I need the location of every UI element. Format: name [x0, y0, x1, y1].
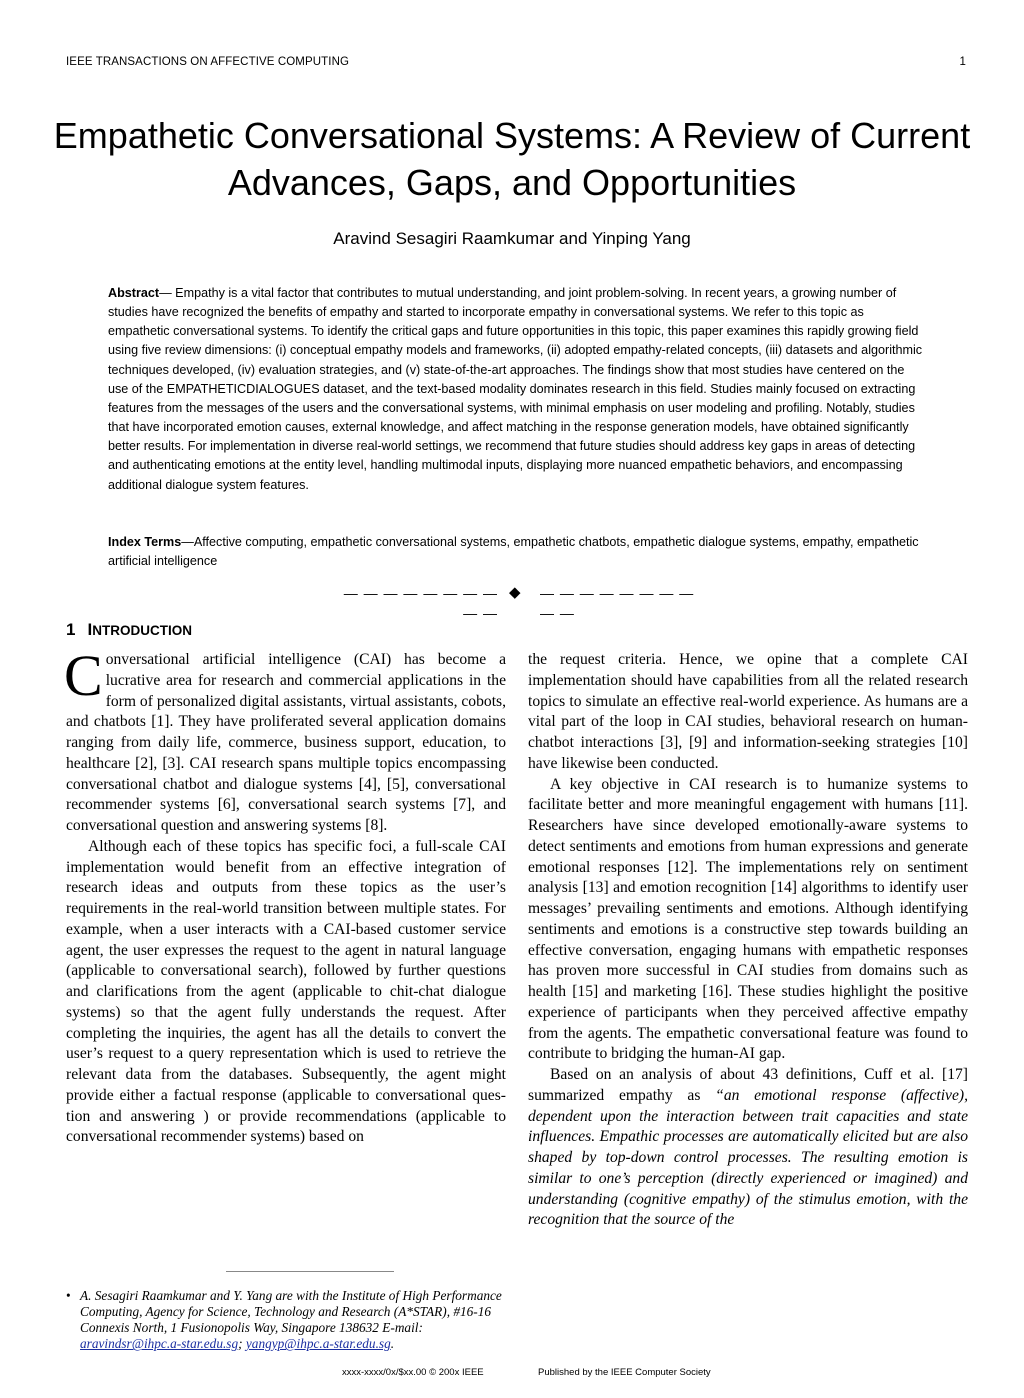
- paragraph-text: Based on an analysis of about 43 definitions, Cuff et al. [17] summarized empathy as: [528, 1066, 968, 1104]
- email-link-1[interactable]: aravindsr@ihpc.a-star.edu.sg: [80, 1336, 239, 1352]
- footnote-end: .: [390, 1336, 395, 1352]
- publisher-notice: Published by the IEEE Computer Society: [538, 1367, 711, 1378]
- left-column: [64, 643, 506, 1148]
- journal-name: IEEE TRANSACTIONS ON AFFECTIVE COMPUTING: [66, 56, 350, 68]
- paragraph-text: onversational artificial intelligence (CAI) has become a lucrative area for research and commercial applications in the form of personalized digital assistants, virtual assistants, cobots, and chatbots [1]. They have proliferated several application domains ranging from daily life, commerce, business support, education, to healthcare [2], [3]. CAI research spans multiple topics encompassing conversational chatbot and dialogue systems [4], [5], conversational recommender systems [6], conversational search systems [7], and conversational question and answering systems [8].: [66, 651, 506, 834]
- body-paragraph: [64, 643, 506, 837]
- section-heading: [66, 620, 192, 640]
- footnote-separator: ;: [238, 1336, 246, 1352]
- index-terms-label: Index Terms: [108, 535, 182, 549]
- separator-dashes-right: — — — — — — — — — —: [540, 585, 695, 621]
- empathy-definition-quote: “an emotional response (affective), dependent upon the interaction between trait capacities and state influences. Empathic processes are automatically elicited but are also shaped by top-down control processes. The resulting emotion is similar to one’s perception (directly experienced or imagined) and understanding (cognitive empathy) of the stimulus emotion, with the recognition that the source of the: [528, 1086, 968, 1229]
- body-paragraph: Although each of these topics has specific foci, a full-scale CAI implementation would benefit from an effective integration of research ideas and outputs from these topics as the user’s requirements in the real-world transition between multiple states. For example, when a user interacts with a CAI-based customer service agent, the user expresses the request to the agent in natural language (applicable to conversational search), followed by further questions and clarifications from the agent (applicable to chit-chat dialogue systems) so that the agent fully understands the request. After completing the inquiries, the agent has all the details to convert the user’s request to a query representation which is used to retrieve the relevant data from the databases. Subsequently, the agent might provide either a factual response (applicable to conversational question and answering ) or provide recommendations (applicable to conversational recommender systems) based on: [66, 837, 506, 1146]
- section-title-initial: I: [87, 620, 93, 639]
- drop-cap: C: [64, 643, 103, 708]
- body-paragraph: A key objective in CAI research is to humanize systems to facilitate better and more meaningful engagement with humans [11]. Researchers have since developed emotionally-aware systems to detect sentiments and emotions from human expressions and generate emotional responses [12]. The implementations rely on sentiment analysis [13] and emotion recognition [14] algorithms to identify user messages’ prevailing sentiments and emotions. Although identifying sentiments and emotions is a constructive step towards building an effective conversation, engaging humans with empathetic responses has proven more successful in CAI studies from domains such as health [15] and marketing [16]. These studies highlight the positive experience of participants when they perceived affective empathy from the agents. The empathetic conversational feature was found to contribute to bridging the human-AI gap.: [528, 775, 968, 1063]
- section-title-rest: NTRODUCTION: [92, 623, 192, 638]
- paper-title: Empathetic Conversational Systems: A Review of Current Advances, Gaps, and Opportunities: [53, 115, 971, 203]
- body-paragraph: the request criteria. Hence, we opine that a complete CAI implementation should have capabilities from all the related research topics to simulate an effective real-world experience. As humans are a vital part of the loop in CAI studies, behavioral research on human-chatbot interactions [3], [9] and information-seeking strategies [10] have likewise been conducted.: [528, 651, 968, 772]
- footnote-text: A. Sesagiri Raamkumar and Y. Yang are with the Institute of High Performance Computing, Agency for Science, Technology and Research (A*STAR), #16-16 Connexis North, 1 Fusionopolis Way, Singapore 138632 E-mail:: [80, 1288, 502, 1336]
- body-paragraph: [528, 1065, 968, 1231]
- abstract: [108, 284, 926, 495]
- copyright-notice: xxxx-xxxx/0x/$xx.00 © 200x IEEE: [342, 1367, 484, 1378]
- abstract-label: Abstract: [108, 286, 160, 300]
- author-affiliation-footnote: [66, 1288, 512, 1352]
- index-terms-text: —Affective computing, empathetic conversational systems, empathetic chatbots, empathetic dialogue systems, empathy, empathetic artificial intelligence: [108, 535, 919, 569]
- abstract-text: — Empathy is a vital factor that contributes to mutual understanding, and joint problem-solving. In recent years, a growing number of studies have recognized the benefits of empathy and started to incorporate empathy in conversational systems. We refer to this topic as empathetic conversational systems. To identify the critical gaps and future opportunities in this topic, this paper examines this rapidly growing field using five review dimensions: (i) conceptual empathy models and frameworks, (ii) adopted empathy-related concepts, (iii) datasets and algorithmic techniques developed, (iv) evaluation strategies, and (v) state-of-the-art approaches. The findings show that most studies have centered on the use of the EMPATHETICDIALOGUES dataset, and the text-based modality dominates research in this field. Studies mainly focused on extracting features from the messages of the users and the conversational systems, with minimal emphasis on user modeling and profiling. Notably, studies that have incorporated emotion causes, external knowledge, and affect matching in the response generation models, have obtained significantly better results. For implementation in diverse real-world settings, we recommend that future studies should address key gaps in areas of detecting and authenticating emotions at the entity level, handling multimodal inputs, displaying more nuanced empathetic behaviors, and encompassing additional dialogue system features.: [108, 286, 923, 492]
- section-separator: [0, 583, 1024, 621]
- email-link-2[interactable]: yangyp@ihpc.a-star.edu.sg: [245, 1336, 391, 1352]
- section-number: 1: [66, 620, 76, 639]
- footnote-rule: [226, 1271, 394, 1272]
- page-number: 1: [959, 56, 966, 68]
- index-terms: [108, 533, 926, 571]
- separator-dashes-left: — — — — — — — — — —: [343, 585, 498, 621]
- running-head: [66, 56, 966, 72]
- footnote-bullet: •: [66, 1288, 71, 1303]
- right-column: [528, 650, 968, 1231]
- page-footer: [0, 1367, 1024, 1381]
- diamond-icon: ◆: [509, 584, 521, 601]
- author-list: Aravind Sesagiri Raamkumar and Yinping Yang: [333, 229, 691, 248]
